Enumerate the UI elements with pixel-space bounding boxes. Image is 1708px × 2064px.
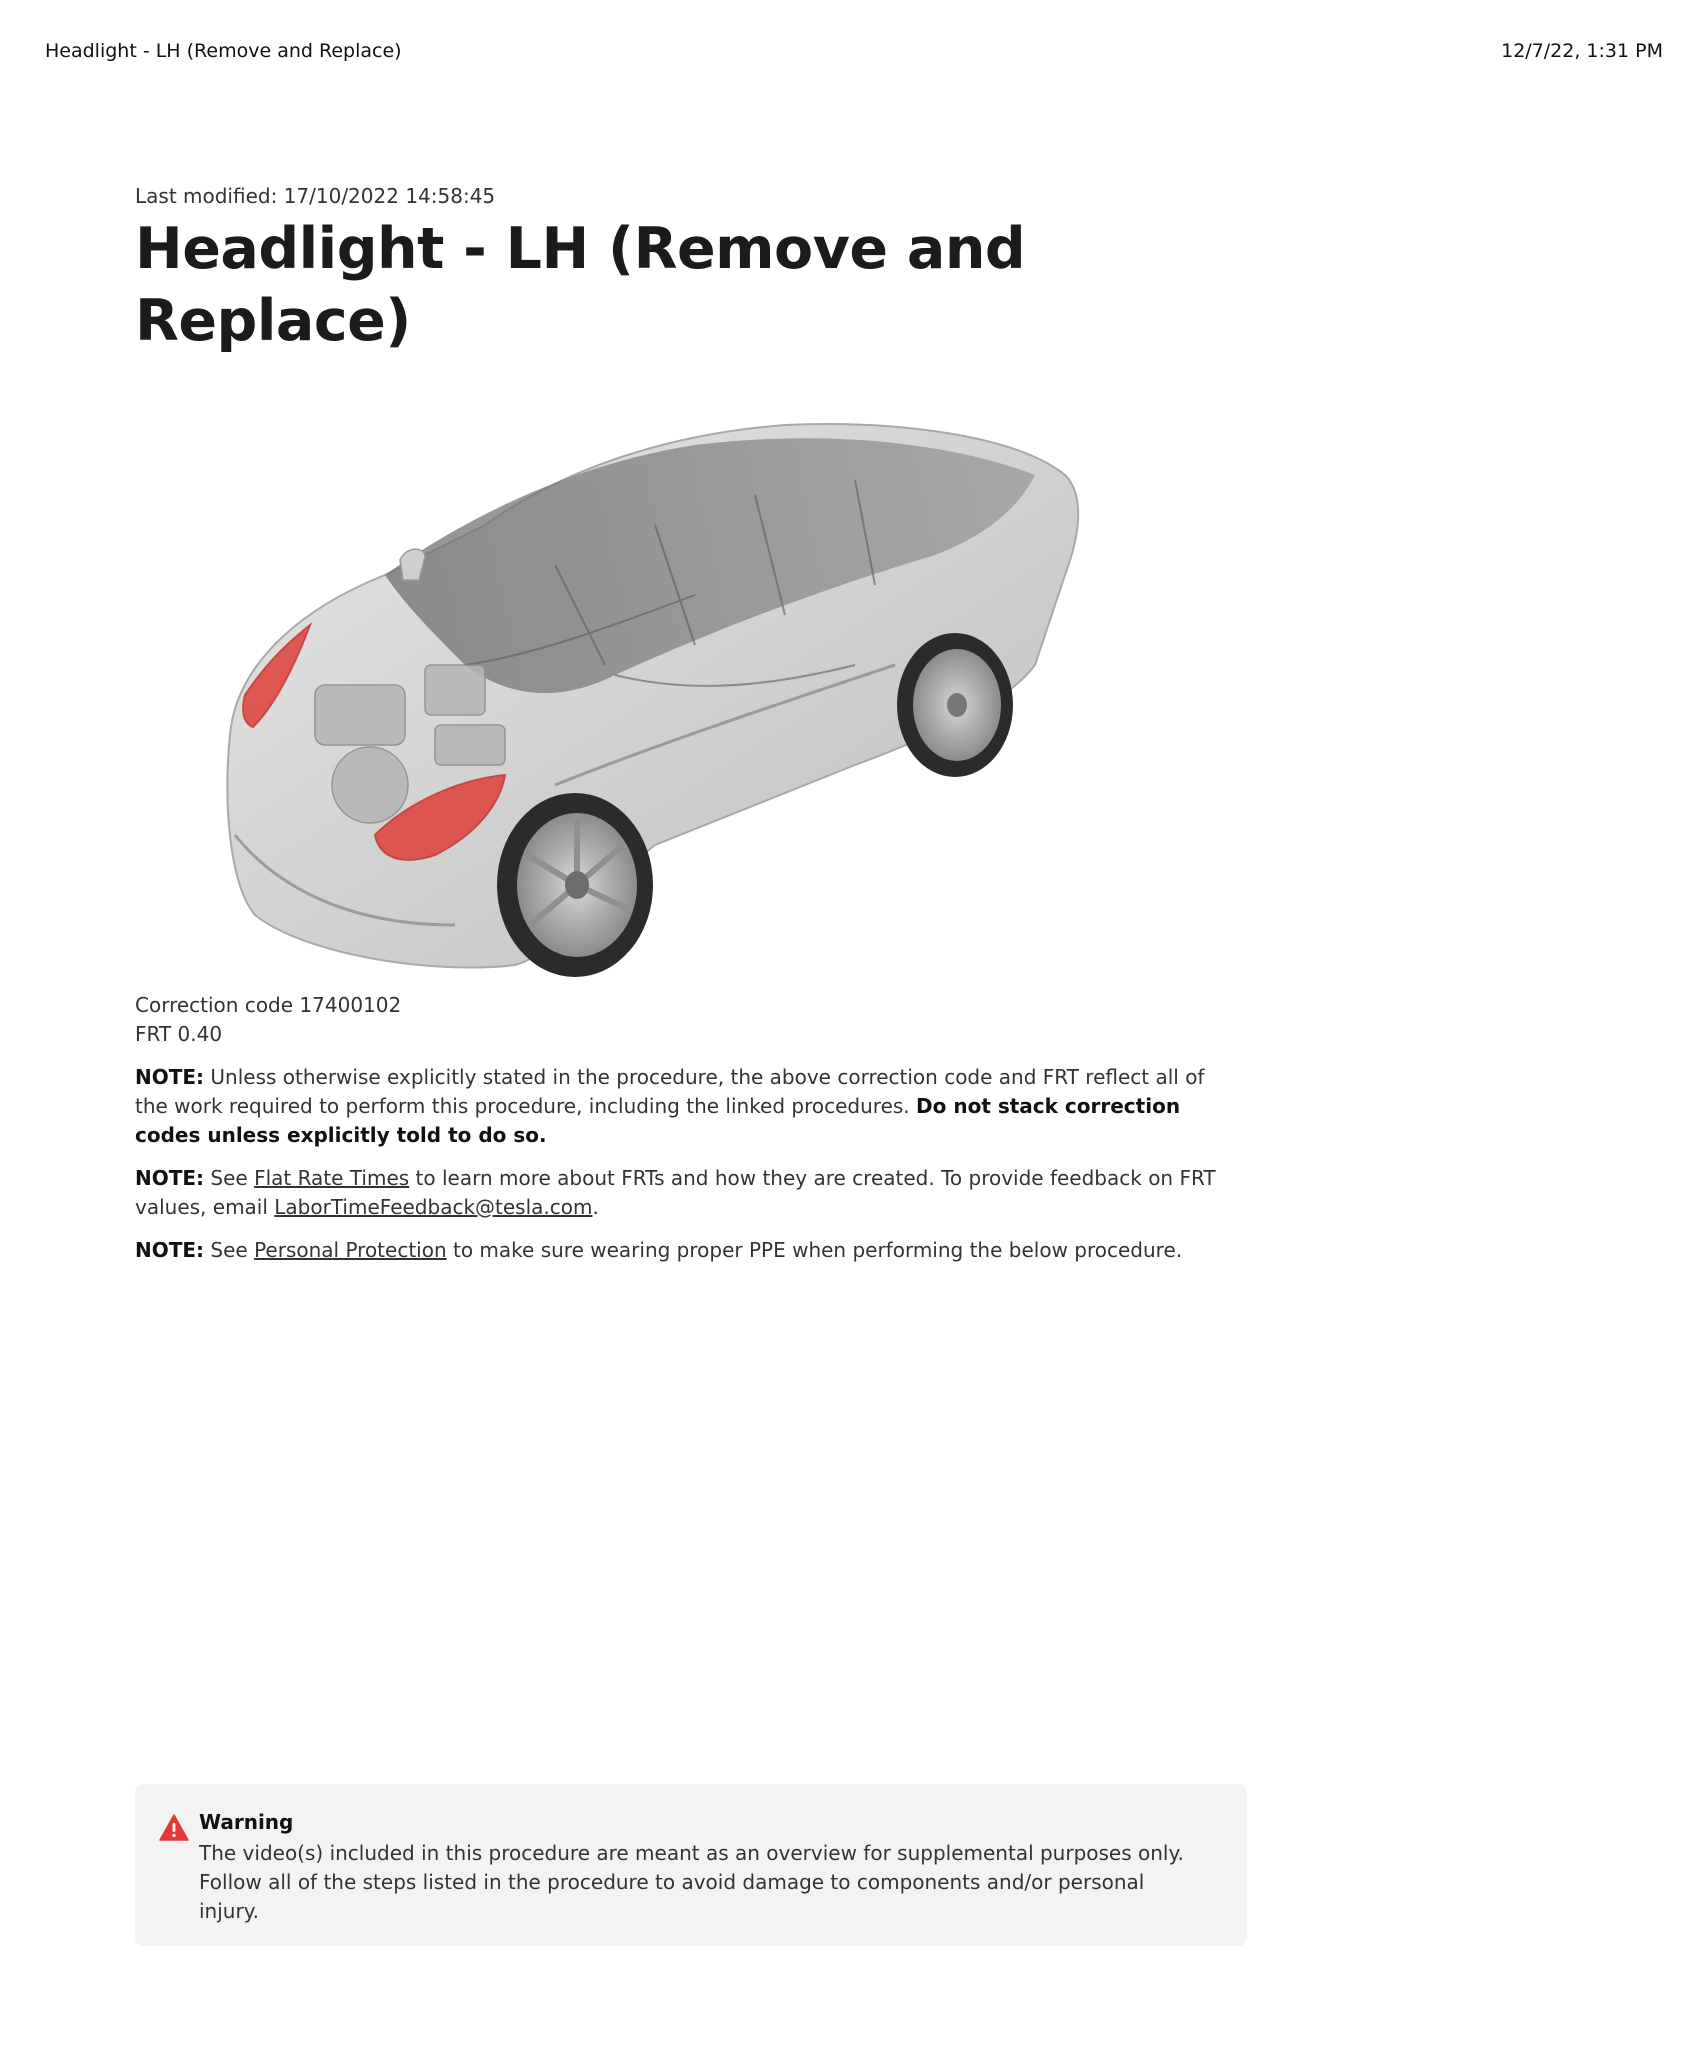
- correction-code: Correction code 17400102: [135, 993, 402, 1017]
- note-emphasis: Do not stack correction codes unless explicitly told to do so.: [135, 1094, 1181, 1147]
- rear-wheel: [897, 633, 1013, 777]
- warning-text: The video(s) included in this procedure are meant as an overview for supplemental purposes only. Follow all of the steps listed in the procedure to avoid damage to components and/or personal injury.: [199, 1841, 1184, 1923]
- warning-title: Warning: [199, 1810, 294, 1834]
- car-illustration: [135, 365, 1145, 977]
- front-wheel: [497, 793, 653, 977]
- note-correction-code: [135, 1063, 1240, 1150]
- document-content: [135, 183, 1245, 1265]
- note-label: NOTE:: [135, 1238, 205, 1262]
- note-text: .: [592, 1195, 599, 1219]
- personal-protection-link[interactable]: Personal Protection: [254, 1238, 447, 1262]
- frt-value: FRT 0.40: [135, 1022, 223, 1046]
- note-text: See: [204, 1238, 255, 1262]
- codes-block: [135, 991, 1245, 1049]
- warning-callout: [135, 1784, 1247, 1946]
- page-title: Headlight - LH (Remove and Replace): [135, 216, 1026, 354]
- labor-time-feedback-email-link[interactable]: LaborTimeFeedback@tesla.com: [274, 1195, 593, 1219]
- note-text: Unless otherwise explicitly stated in the procedure, the above correction code and FRT reflect all of the work required to perform this procedure, including the linked procedures.: [135, 1065, 1205, 1118]
- note-personal-protection: [135, 1236, 1240, 1265]
- flat-rate-times-link[interactable]: Flat Rate Times: [254, 1166, 410, 1190]
- print-header-datetime: 12/7/22, 1:31 PM: [1501, 40, 1663, 62]
- print-header-title: Headlight - LH (Remove and Replace): [45, 40, 402, 62]
- note-flat-rate-times: [135, 1164, 1240, 1222]
- note-text: See: [204, 1166, 255, 1190]
- warning-triangle-icon: [159, 1814, 189, 1841]
- last-modified: Last modified: 17/10/2022 14:58:45: [135, 184, 496, 208]
- note-text: to learn more about FRTs and how they are created. To provide feedback on FRT values, email: [135, 1166, 1216, 1219]
- note-label: NOTE:: [135, 1166, 205, 1190]
- note-text: to make sure wearing proper PPE when performing the below procedure.: [446, 1238, 1183, 1262]
- hero-image: [135, 365, 1145, 977]
- print-header: [45, 40, 1663, 66]
- note-label: NOTE:: [135, 1065, 205, 1089]
